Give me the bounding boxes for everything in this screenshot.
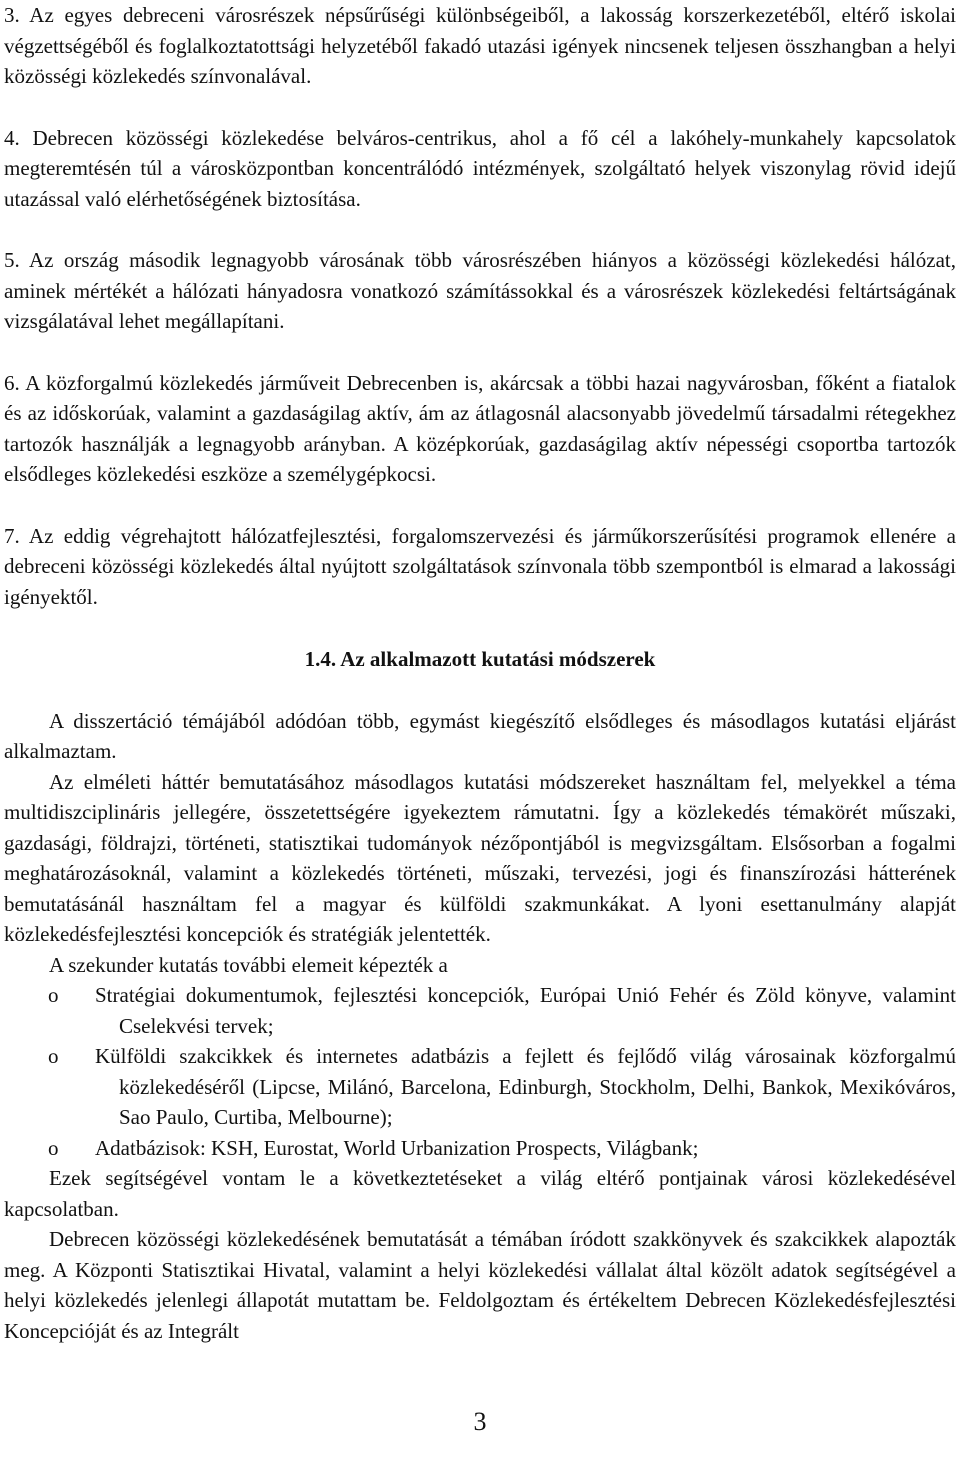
paragraph-3: 3. Az egyes debreceni városrészek népsűrűségi különbségeiből, a lakosság korszerkezetéből, eltérő iskolai végzettségéből és foglalkoztatottsági helyzetéből fakadó utazási igények nincsenek teljesen összhangban a helyi közösségi közlekedés színvonalával.: [4, 3, 956, 88]
document-page: [4, 0, 956, 1346]
list-item-text: Adatbázisok: KSH, Eurostat, World Urbanization Prospects, Világbank;: [95, 1135, 699, 1160]
list-item: [4, 1041, 956, 1133]
section-intro: A disszertáció témájából adódóan több, egymást kiegészítő elsődleges és másodlagos kutatási eljárást alkalmaztam.: [4, 708, 956, 763]
debrecen-paragraph: Debrecen közösségi közlekedésének bemutatását a témában íródott szakkönyvek és szakcikkek alapozták meg. A Központi Statisztikai Hivatal, valamint a helyi közlekedési vállalat által közölt adatok segítségével a helyi közlekedés jelenlegi állapotát mutattam be. Feldolgoztam és értékeltem Debrecen Közlekedésfejlesztési Koncepcióját és az Integrált: [4, 1227, 956, 1343]
list-item: [4, 1133, 956, 1164]
section-heading: [4, 644, 956, 675]
list-item-text: Stratégiai dokumentumok, fejlesztési koncepciók, Európai Unió Fehér és Zöld könyve, valamint Cselekvési tervek;: [95, 983, 956, 1038]
bullet-marker: o: [48, 1135, 59, 1160]
source-list: [4, 980, 956, 1163]
paragraph-6: 6. A közforgalmú közlekedés járműveit Debrecenben is, akárcsak a többi hazai nagyvárosban, főként a fiatalok és az időskorúak, valamint a gazdaságilag aktív, ám az átlagosnál alacsonyabb jövedelmű társadalmi rétegekhez tartozók használják a legnagyobb arányban. A középkorúak, gazdaságilag aktív népességi csoportba tartozók elsődleges közlekedési eszköze a személygépkocsi.: [4, 370, 956, 486]
page-number: 3: [473, 1407, 487, 1436]
conclusions-paragraph: Ezek segítségével vontam le a következtetéseket a világ eltérő pontjainak városi közlekedésével kapcsolatban.: [4, 1166, 956, 1221]
bullet-marker: o: [48, 983, 59, 1007]
list-item-text: Külföldi szakcikkek és internetes adatbázis a fejlett és fejlődő világ városainak közforgalmú közlekedéséről (Lipcse, Milánó, Barcelona, Edinburgh, Stockholm, Delhi, Bankok, Mexikóváros, Sao Paulo, Curtiba, Melbourne);: [95, 1044, 956, 1129]
bullet-marker: o: [48, 1044, 59, 1068]
paragraph-7: 7. Az eddig végrehajtott hálózatfejlesztési, forgalomszervezési és járműkorszerűsítési programok ellenére a debreceni közösségi közlekedés által nyújtott szolgáltatások színvonala több szempontból is elmarad a lakossági igényektől.: [4, 523, 956, 609]
list-item: [4, 980, 956, 1041]
paragraph-5: 5. Az ország második legnagyobb városának több városrészében hiányos a közösségi közlekedési hálózat, aminek mértékét a hálózati hányadosra vonatkozó számítássokkal és a városrészek közlekedési feltártságának vizsgálatával lehet megállapítani.: [4, 248, 956, 333]
section-heading-text: 1.4. Az alkalmazott kutatási módszerek: [304, 647, 656, 671]
paragraph-4: 4. Debrecen közösségi közlekedése belváros-centrikus, ahol a fő cél a lakóhely-munkahely kapcsolatok megteremtésén túl a városközpontban koncentrálódó intézmények, szolgáltató helyek viszonylag rövid idejű utazással való elérhetőségének biztosítása.: [4, 125, 956, 211]
list-intro: A szekunder kutatás további elemeit képezték a: [49, 952, 448, 977]
section-theory: Az elméleti háttér bemutatásához másodlagos kutatási módszereket használtam fel, melyekkel a téma multidiszciplináris jellegére, összetettségére igyekeztem rámutatni. Így a közlekedés témakörét műszaki, gazdasági, földrajzi, történeti, statisztikai tudományok nézőpontjából is megvizsgáltam. Elsősorban a fogalmi meghatározásoknál, valamint a közlekedés történeti, műszaki, tervezési, jogi és finanszírozási hátterének bemutatásánál használtam fel a magyar és külföldi szakmunkákat. A lyoni esettanulmány alapját közlekedésfejlesztési koncepciók és stratégiák jelentették.: [4, 769, 956, 946]
